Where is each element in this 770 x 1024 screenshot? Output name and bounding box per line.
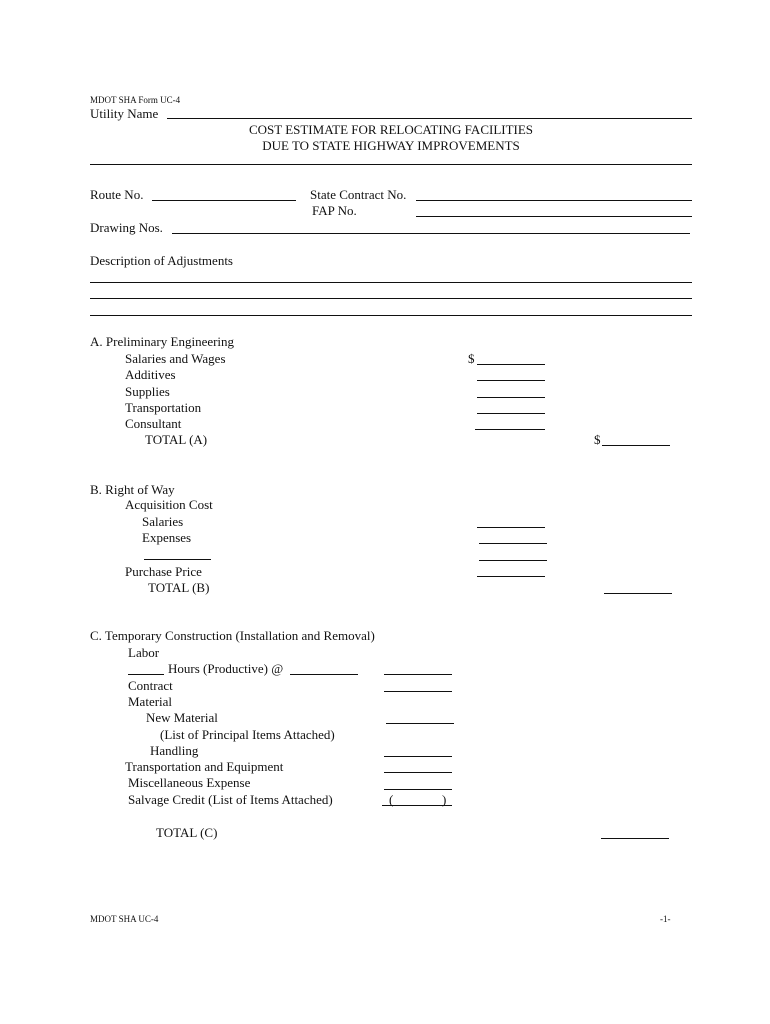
page-number: -1- (660, 914, 671, 924)
row-expenses-label: Expenses (142, 530, 192, 545)
new-material-label: New Material (146, 710, 218, 725)
utility-name-field[interactable] (167, 118, 692, 119)
total-c-label: TOTAL (C) (156, 825, 218, 840)
route-field[interactable] (152, 200, 296, 201)
description-line-1[interactable] (90, 282, 692, 283)
route-label: Route No. (90, 187, 144, 202)
fap-field[interactable] (416, 216, 692, 217)
misc-expense-field[interactable] (384, 789, 452, 790)
salvage-credit-label: Salvage Credit (List of Items Attached) (128, 792, 333, 807)
misc-expense-label: Miscellaneous Expense (128, 775, 251, 790)
acquisition-cost-label: Acquisition Cost (125, 497, 213, 512)
form-title-line1: COST ESTIMATE FOR RELOCATING FACILITIES (248, 122, 534, 137)
total-c-field[interactable] (601, 838, 669, 839)
title-divider (90, 164, 692, 165)
consultant-field[interactable] (475, 429, 545, 430)
total-b-field[interactable] (604, 593, 672, 594)
state-contract-field[interactable] (416, 200, 692, 201)
principal-items-note: (List of Principal Items Attached) (160, 727, 335, 742)
fap-label: FAP No. (312, 203, 357, 218)
transport-equipment-field[interactable] (384, 772, 452, 773)
hourly-rate-field[interactable] (290, 674, 358, 675)
total-a-label: TOTAL (A) (145, 432, 208, 447)
purchase-price-label: Purchase Price (125, 564, 202, 579)
form-id: MDOT SHA Form UC-4 (90, 95, 181, 105)
section-c-heading: C. Temporary Construction (Installation and Removal) (90, 628, 375, 643)
salvage-paren-close: ) (442, 792, 447, 807)
form-title-line2: DUE TO STATE HIGHWAY IMPROVEMENTS (262, 138, 520, 153)
supplies-field[interactable] (477, 397, 545, 398)
contract-label: Contract (128, 678, 173, 693)
row-expenses-field[interactable] (479, 543, 547, 544)
description-label: Description of Adjustments (90, 253, 233, 268)
contract-field[interactable] (384, 691, 452, 692)
total-a-dollar-sign: $ (594, 432, 601, 447)
additives-field[interactable] (477, 380, 545, 381)
section-b-heading: B. Right of Way (90, 482, 175, 497)
row-other-field[interactable] (479, 560, 547, 561)
transport-equipment-label: Transportation and Equipment (125, 759, 284, 774)
transportation-field[interactable] (477, 413, 545, 414)
description-line-3[interactable] (90, 315, 692, 316)
description-line-2[interactable] (90, 298, 692, 299)
drawing-field[interactable] (172, 233, 690, 234)
state-contract-label: State Contract No. (310, 187, 407, 202)
total-b-label: TOTAL (B) (148, 580, 210, 595)
handling-field[interactable] (384, 756, 452, 757)
row-other-field-label[interactable] (144, 559, 211, 560)
purchase-price-field[interactable] (477, 576, 545, 577)
consultant-label: Consultant (125, 416, 182, 431)
labor-label: Labor (128, 645, 160, 660)
row-salaries-label: Salaries (142, 514, 184, 529)
drawing-label: Drawing Nos. (90, 220, 163, 235)
salvage-paren-open: ( (389, 792, 394, 807)
additives-label: Additives (125, 367, 176, 382)
supplies-label: Supplies (125, 384, 170, 399)
handling-label: Handling (150, 743, 199, 758)
material-label: Material (128, 694, 173, 709)
utility-name-label: Utility Name (90, 106, 159, 121)
labor-amount-field[interactable] (384, 674, 452, 675)
row-salaries-field[interactable] (477, 527, 545, 528)
salaries-wages-label: Salaries and Wages (125, 351, 226, 366)
new-material-field[interactable] (386, 723, 454, 724)
transportation-label: Transportation (125, 400, 202, 415)
salaries-dollar-sign: $ (468, 351, 475, 366)
salaries-wages-field[interactable] (477, 364, 545, 365)
hours-label: Hours (Productive) @ (168, 661, 284, 676)
total-a-field[interactable] (602, 445, 670, 446)
section-a-heading: A. Preliminary Engineering (90, 334, 235, 349)
footer-form-id: MDOT SHA UC-4 (90, 914, 159, 924)
hours-count-field[interactable] (128, 674, 164, 675)
